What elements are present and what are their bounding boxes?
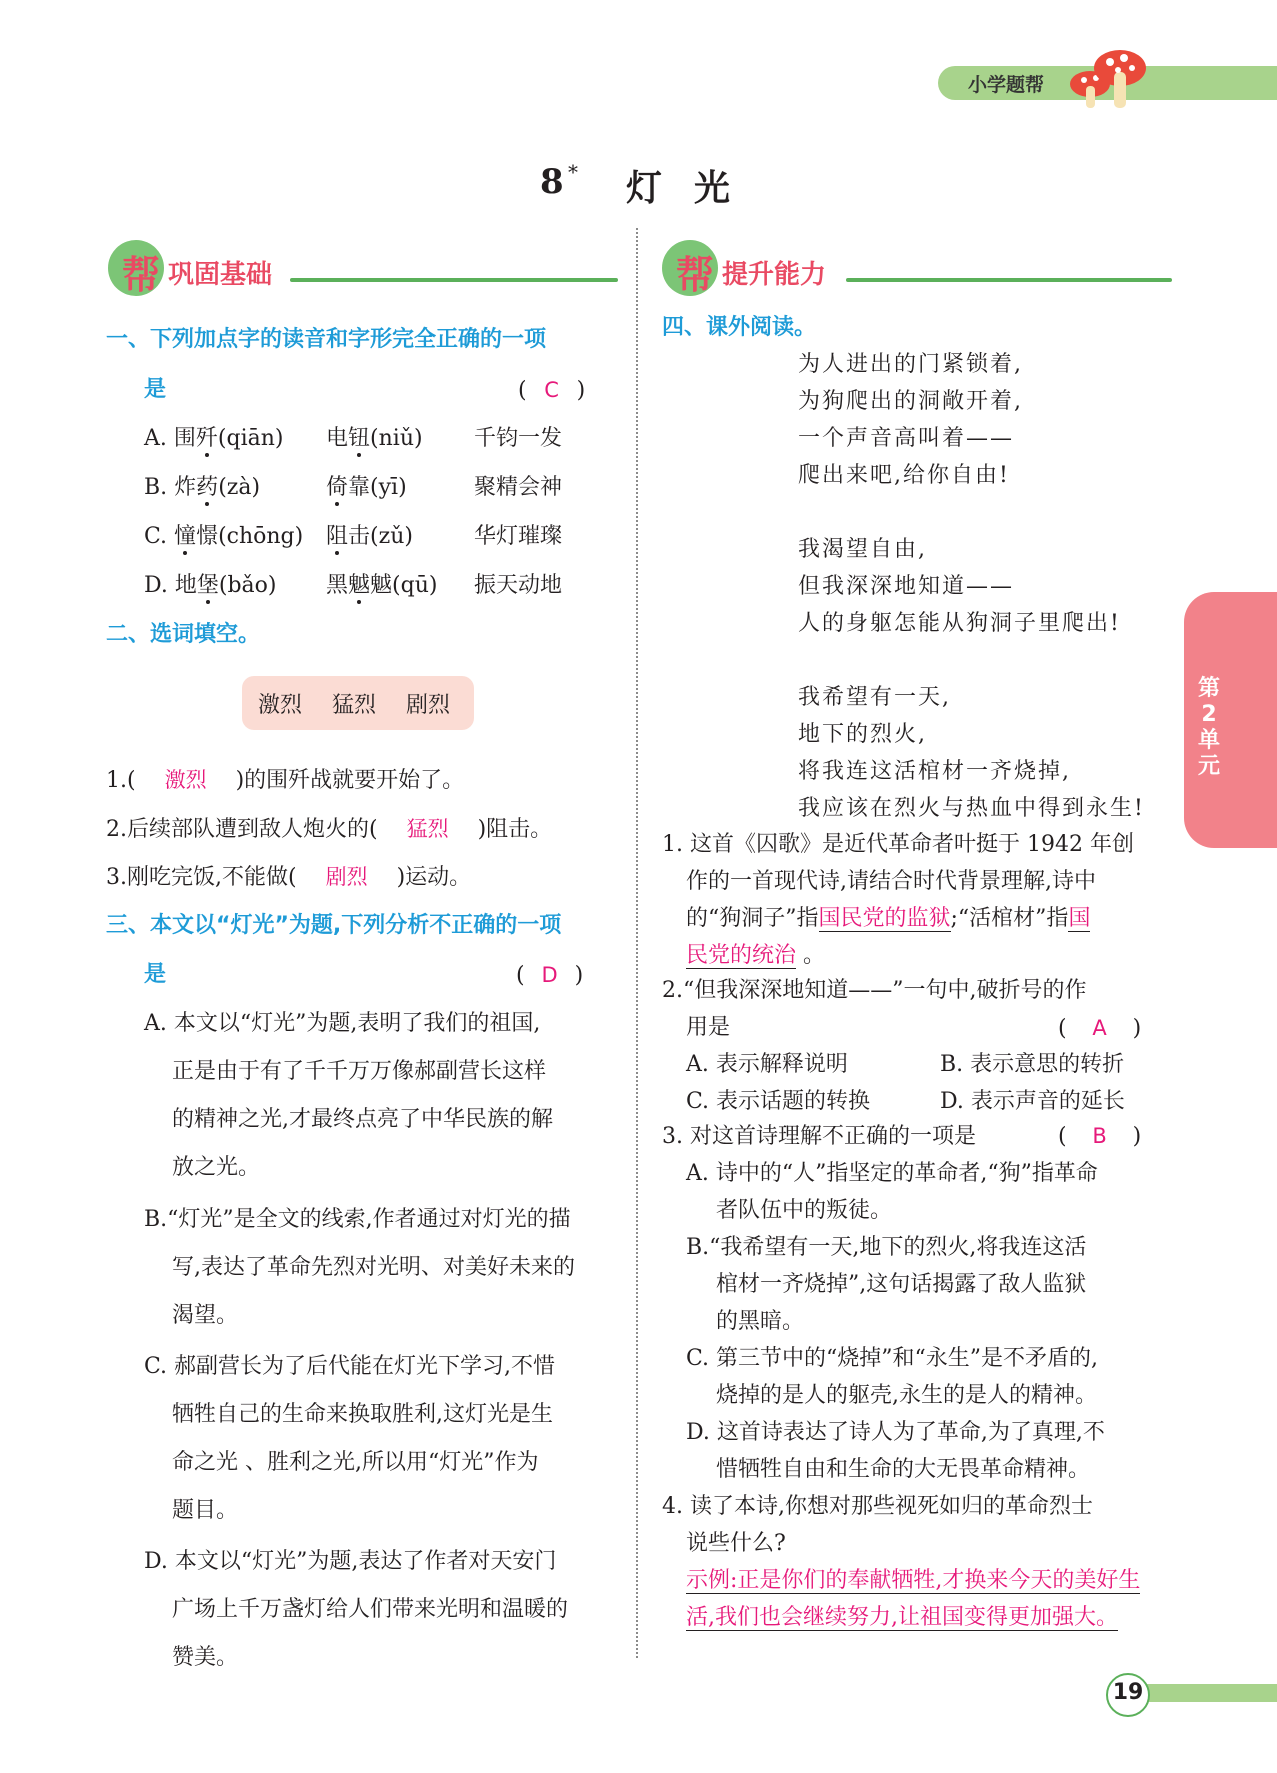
word-1: 激烈 xyxy=(258,693,303,718)
poem-line: 为狗爬出的洞敞开着, xyxy=(798,389,1023,414)
page-number-bar xyxy=(1146,1684,1277,1702)
section-header-right xyxy=(662,240,1172,300)
q3-option-d: D. 本文以“灯光”为题,表达了作者对天安门 广场上千万盏灯给人们带来光明和温暖的 赞美。 xyxy=(144,1549,569,1670)
q3-option-a: A. 本文以“灯光”为题,表明了我们的祖国, 正是由于有了千千万万像郝副营长这样 的精神之光,才最终点亮了中华民族的解 放之光。 xyxy=(144,1011,553,1180)
poem-line: 为人进出的门紧锁着, xyxy=(798,352,1023,377)
q3-option-b: B.“灯光”是全文的线索,作者通过对灯光的描 写,表达了革命先烈对光明、对美好未来的 渴望。 xyxy=(144,1207,575,1328)
q1-option-b-2: 倚靠(yī) xyxy=(326,475,407,500)
section-line xyxy=(290,278,618,282)
sub3-answer: B xyxy=(1092,1124,1107,1148)
page-title: 灯光 xyxy=(626,167,763,209)
q3-stem-2: 是 xyxy=(144,962,167,987)
q3-answer: D xyxy=(541,963,558,987)
q1-option-d-3: 振天动地 xyxy=(474,573,563,598)
sub1-answer-b: 国 xyxy=(1068,906,1091,931)
brand-name: 小学题帮 xyxy=(968,74,1045,96)
q1-answer: C xyxy=(544,378,559,402)
word-3: 剧烈 xyxy=(406,693,451,718)
q1-answer-paren: ( C ) xyxy=(518,378,586,403)
unit-side-tab-label: 第 2 单 元 xyxy=(1197,676,1220,779)
lesson-number: 8 xyxy=(540,162,564,202)
poem-line xyxy=(798,494,1145,531)
lesson-star: * xyxy=(568,160,578,184)
poem-line: 一个声音高叫着—— xyxy=(798,426,1015,451)
poem-line: 我希望有一天, xyxy=(798,685,951,710)
q1-stem: 一、下列加点字的读音和字形完全正确的一项 xyxy=(106,327,547,352)
mushroom-icon xyxy=(1060,44,1150,114)
q3-option-c: C. 郝副营长为了后代能在灯光下学习,不惜 牺牲自己的生命来换取胜利,这灯光是生 命之光 、胜利之光,所以用“灯光”作为 题目。 xyxy=(144,1354,556,1523)
q2-item-2: 2.后续部队遭到敌人炮火的( 猛烈 )阻击。 xyxy=(106,817,553,842)
sub4: 4. 读了本诗,你想对那些视死如归的革命烈士 说些什么? 示例:正是你们的奉献牺牲,才换来今天的美好生 活,我们也会继续努力,让祖国变得更加强大。 xyxy=(662,1494,1141,1630)
q2-stem: 二、选词填空。 xyxy=(106,622,261,647)
sub2-answer-paren: ( A ) xyxy=(1058,1010,1141,1047)
sub1-answer-a: 国民党的监狱 xyxy=(818,906,951,931)
section-badge-char: 帮 xyxy=(676,253,715,297)
poem-line: 我渴望自由, xyxy=(798,537,927,562)
q1-option-a-3: 千钧一发 xyxy=(474,426,563,451)
q3-stem: 三、本文以“灯光”为题,下列分析不正确的一项 xyxy=(106,913,562,938)
poem-line xyxy=(798,642,1145,679)
poem-line: 爬出来吧,给你自由! xyxy=(798,463,1010,488)
section-label: 提升能力 xyxy=(722,260,827,290)
q1-option-d-2: 黑魆魆(qū) xyxy=(326,573,438,598)
sub2: 2.“但我深深地知道——”一句中,破折号的作 用是 A. 表示解释说明 B. 表示意思的转折 C. 表示话题的转换 D. 表示声音的延长 xyxy=(662,978,1125,1114)
section-header-left xyxy=(108,240,618,300)
q1-option-b-3: 聚精会神 xyxy=(474,475,563,500)
page-number: 19 xyxy=(1112,1680,1144,1705)
section-label: 巩固基础 xyxy=(168,260,273,290)
poem-line: 我应该在烈火与热血中得到永生! xyxy=(798,796,1145,821)
sub2-answer: A xyxy=(1092,1016,1107,1040)
sub1: 1. 这首《囚歌》是近代革命者叶挺于 1942 年创 作的一首现代诗,请结合时代背景理解,诗中 的“狗洞子”指国民党的监狱;“活棺材”指国 民党的统治 。 xyxy=(662,832,1134,968)
section-badge-char: 帮 xyxy=(122,253,161,297)
word-2: 猛烈 xyxy=(332,693,377,718)
sub4-answer-line-2: 活,我们也会继续努力,让祖国变得更加强大。 xyxy=(686,1605,1118,1630)
q2-item-3: 3.刚吃完饭,不能做( 剧烈 )运动。 xyxy=(106,865,472,890)
q1-option-a: A. 围歼(qiān) xyxy=(144,426,284,451)
q1-stem-2: 是 xyxy=(144,377,167,402)
sub3-answer-paren: ( B ) xyxy=(1058,1118,1141,1155)
q4-stem: 四、课外阅读。 xyxy=(662,315,817,340)
q1-option-d: D. 地堡(bǎo) xyxy=(144,573,277,598)
sub1-answer-b-2: 民党的统治 xyxy=(686,943,797,968)
q1-option-c-2: 阻击(zǔ) xyxy=(326,524,413,549)
q1-option-c-3: 华灯璀璨 xyxy=(474,524,563,549)
q1-option-b: B. 炸药(zà) xyxy=(144,475,261,500)
poem-line: 地下的烈火, xyxy=(798,722,927,747)
section-line xyxy=(846,278,1172,282)
sub3: 3. 对这首诗理解不正确的一项是 A. 诗中的“人”指坚定的革命者,“狗”指革命 者队伍中的叛徒。 B.“我希望有一天,地下的烈火,将我连这活 棺材一齐烧掉”,这句话揭露了敌人监狱 的黑暗。 C. 第三节中的“烧掉”和“永生”是不矛盾的, 烧掉的是人的躯壳,永生的是人的精神。 D. 这首诗表达了诗人为了革命,为了真理,不 惜牺牲自由和生命的大无畏革命精神。 xyxy=(662,1124,1105,1482)
q1-option-c: C. 憧憬(chōng) xyxy=(144,524,304,549)
column-divider xyxy=(636,228,638,1658)
q3-answer-paren: ( D ) xyxy=(516,963,584,988)
q2-item-1: 1.( 激烈 )的围歼战就要开始了。 xyxy=(106,768,465,793)
poem-line: 将我连这活棺材一齐烧掉, xyxy=(798,759,1071,784)
sub4-answer-line-1: 示例:正是你们的奉献牺牲,才换来今天的美好生 xyxy=(686,1568,1141,1593)
q1-option-a-2: 电钮(niǔ) xyxy=(326,426,423,451)
poem-line: 人的身躯怎能从狗洞子里爬出! xyxy=(798,611,1121,636)
word-box xyxy=(242,676,474,730)
poem xyxy=(798,346,1145,827)
poem-line: 但我深深地知道—— xyxy=(798,574,1015,599)
